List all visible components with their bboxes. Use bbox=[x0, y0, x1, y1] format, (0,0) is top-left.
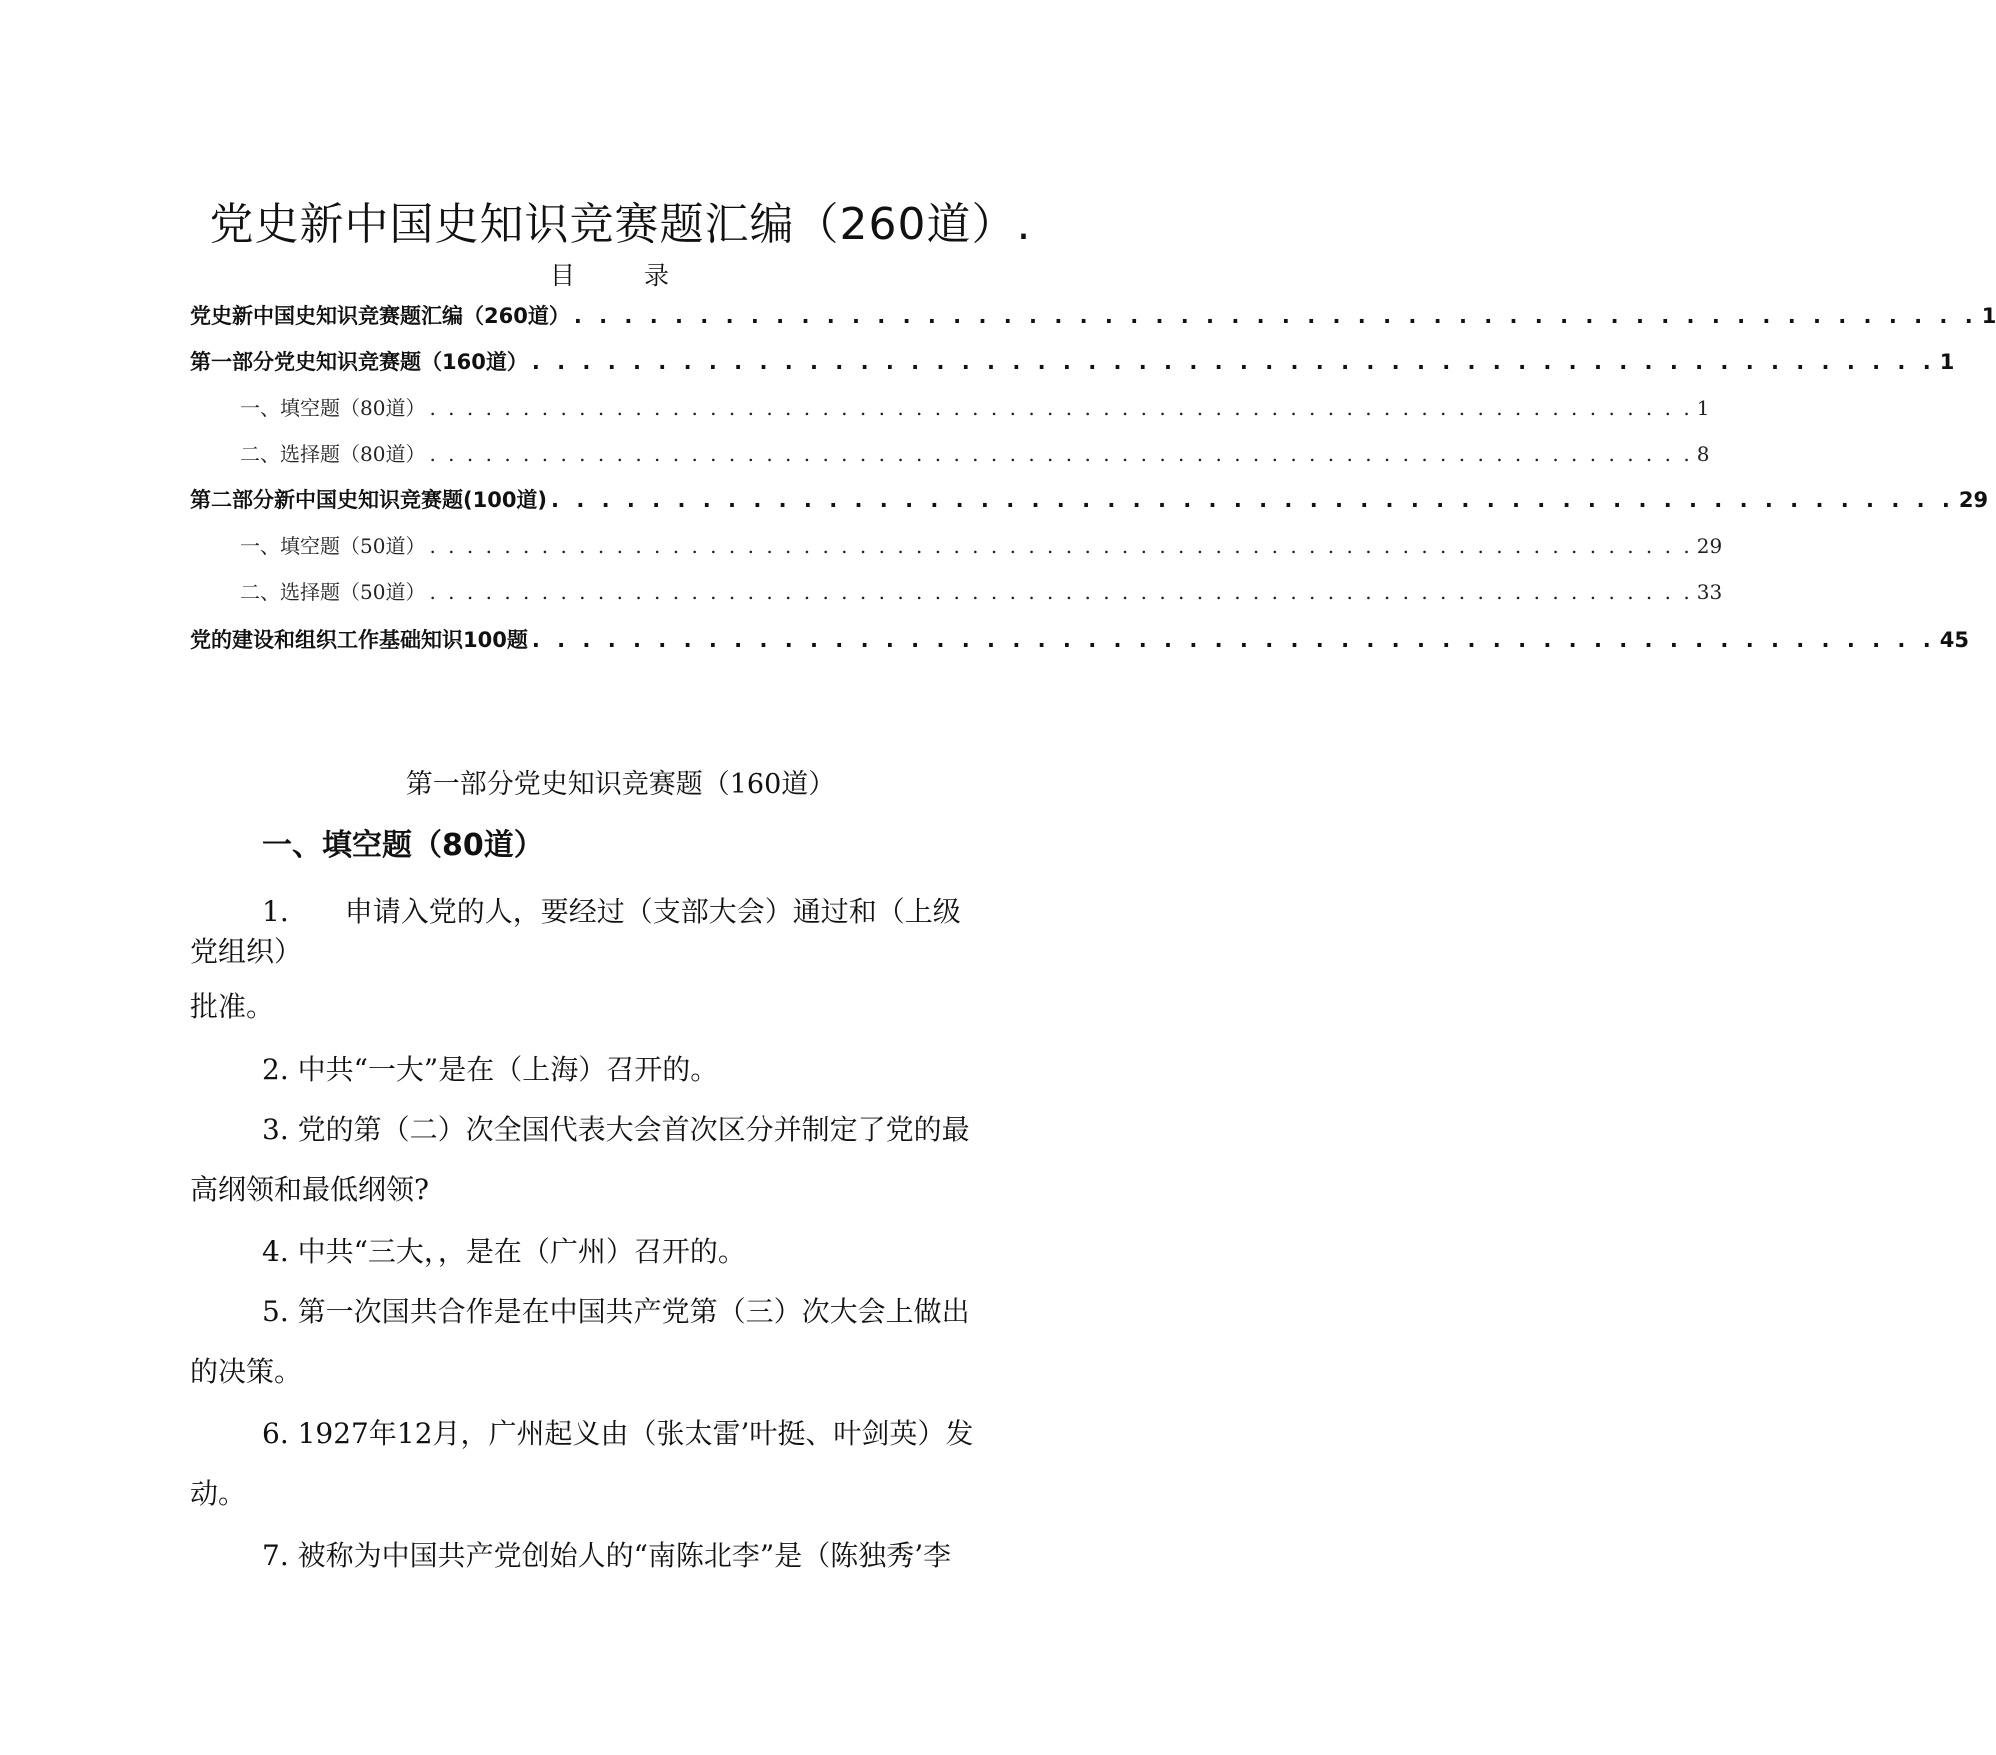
toc-leader-dots: . . . . . . . . . . . . . . . . . . . . . . . . . . . . . . . . . . . . . . . . . . . . . . . . . . . . . . . . . . . . . . . . . . . . bbox=[429, 396, 1693, 420]
question-1-line-1: 1. 申请入党的人，要经过（支部大会）通过和（上级 bbox=[262, 895, 961, 928]
question-5-line-2: 的决策。 bbox=[190, 1355, 303, 1388]
toc-leader-dots: . . . . . . . . . . . . . . . . . . . . . . . . . . . . . . . . . . . . . . . . . . . . . . . . . . . . . . . . . . . . . . . . . . . . bbox=[429, 580, 1693, 604]
toc-entry-label: 一、填空题（50道） bbox=[240, 534, 426, 558]
question-5-line-1: 5. 第一次国共合作是在中国共产党第（三）次大会上做出 bbox=[262, 1295, 970, 1328]
question-2-line-1: 2. 中共“一大”是在（上海）召开的。 bbox=[262, 1053, 719, 1086]
toc-entry-label: 党的建设和组织工作基础知识100题 bbox=[190, 628, 528, 652]
section-heading: 一、填空题（80道） bbox=[262, 828, 544, 863]
toc-entry-label: 第二部分新中国史知识竞赛题(100道) bbox=[190, 488, 548, 512]
question-3-line-1: 3. 党的第（二）次全国代表大会首次区分并制定了党的最 bbox=[262, 1113, 970, 1146]
toc-leader-dots: . . . . . . . . . . . . . . . . . . . . . . . . . . . . . . . . . . . . . . . . . . . . . . . . . . . . . . . . bbox=[551, 488, 1955, 512]
toc-entry-page: 1 bbox=[1696, 396, 1710, 420]
toc-entry-label: 第一部分党史知识竞赛题（160道） bbox=[190, 350, 528, 374]
part-heading: 第一部分党史知识竞赛题（160道） bbox=[405, 769, 836, 800]
toc-leader-dots: . . . . . . . . . . . . . . . . . . . . . . . . . . . . . . . . . . . . . . . . . . . . . . . . . . . . . . . . bbox=[531, 350, 1936, 374]
toc-entry-page: 45 bbox=[1939, 628, 1969, 652]
question-4-line-1: 4. 中共“三大，，是在（广州）召开的。 bbox=[262, 1235, 746, 1268]
question-6-line-1: 6. 1927年12月，广州起义由（张太雷’叶挺、叶剑英）发 bbox=[262, 1417, 974, 1450]
toc-entry-page: 29 bbox=[1958, 488, 1989, 512]
question-3-line-2: 高纲领和最低纲领? bbox=[190, 1173, 430, 1206]
toc-leader-dots: . . . . . . . . . . . . . . . . . . . . . . . . . . . . . . . . . . . . . . . . . . . . . . . . . . . . . . . . . . . . . . . . . . . . bbox=[429, 534, 1693, 558]
toc-entry-page: 1 bbox=[1981, 304, 1996, 328]
toc-entry-label: 二、选择题（50道） bbox=[240, 580, 426, 604]
toc-entry-page: 8 bbox=[1696, 442, 1710, 466]
question-6-line-2: 动。 bbox=[190, 1477, 247, 1510]
toc-entry-label: 党史新中国史知识竞赛题汇编（260道） bbox=[190, 304, 570, 328]
toc-entry-label: 一、填空题（80道） bbox=[240, 396, 426, 420]
question-1-line-2: 党组织） bbox=[190, 935, 303, 968]
toc-heading: 目 录 bbox=[549, 261, 691, 290]
question-7-line-1: 7. 被称为中国共产党创始人的“南陈北李”是（陈独秀’李 bbox=[262, 1539, 952, 1572]
toc-entry-page: 29 bbox=[1696, 534, 1723, 558]
toc-entry-label: 二、选择题（80道） bbox=[240, 442, 426, 466]
toc-entry-page: 33 bbox=[1696, 580, 1723, 604]
question-1-line-3: 批准。 bbox=[190, 990, 275, 1023]
toc-leader-dots: . . . . . . . . . . . . . . . . . . . . . . . . . . . . . . . . . . . . . . . . . . . . . . . . . . . . . . . . . . . . . . . . . . . . bbox=[429, 442, 1693, 466]
toc-leader-dots: . . . . . . . . . . . . . . . . . . . . . . . . . . . . . . . . . . . . . . . . . . . . . . . . . . . . . . . . bbox=[573, 304, 1978, 328]
toc-entry-page: 1 bbox=[1939, 350, 1955, 374]
document-title: 党史新中国史知识竞赛题汇编（260道）. bbox=[209, 199, 1032, 250]
toc-leader-dots: . . . . . . . . . . . . . . . . . . . . . . . . . . . . . . . . . . . . . . . . . . . . . . . . . . . . . . . . bbox=[531, 628, 1936, 652]
